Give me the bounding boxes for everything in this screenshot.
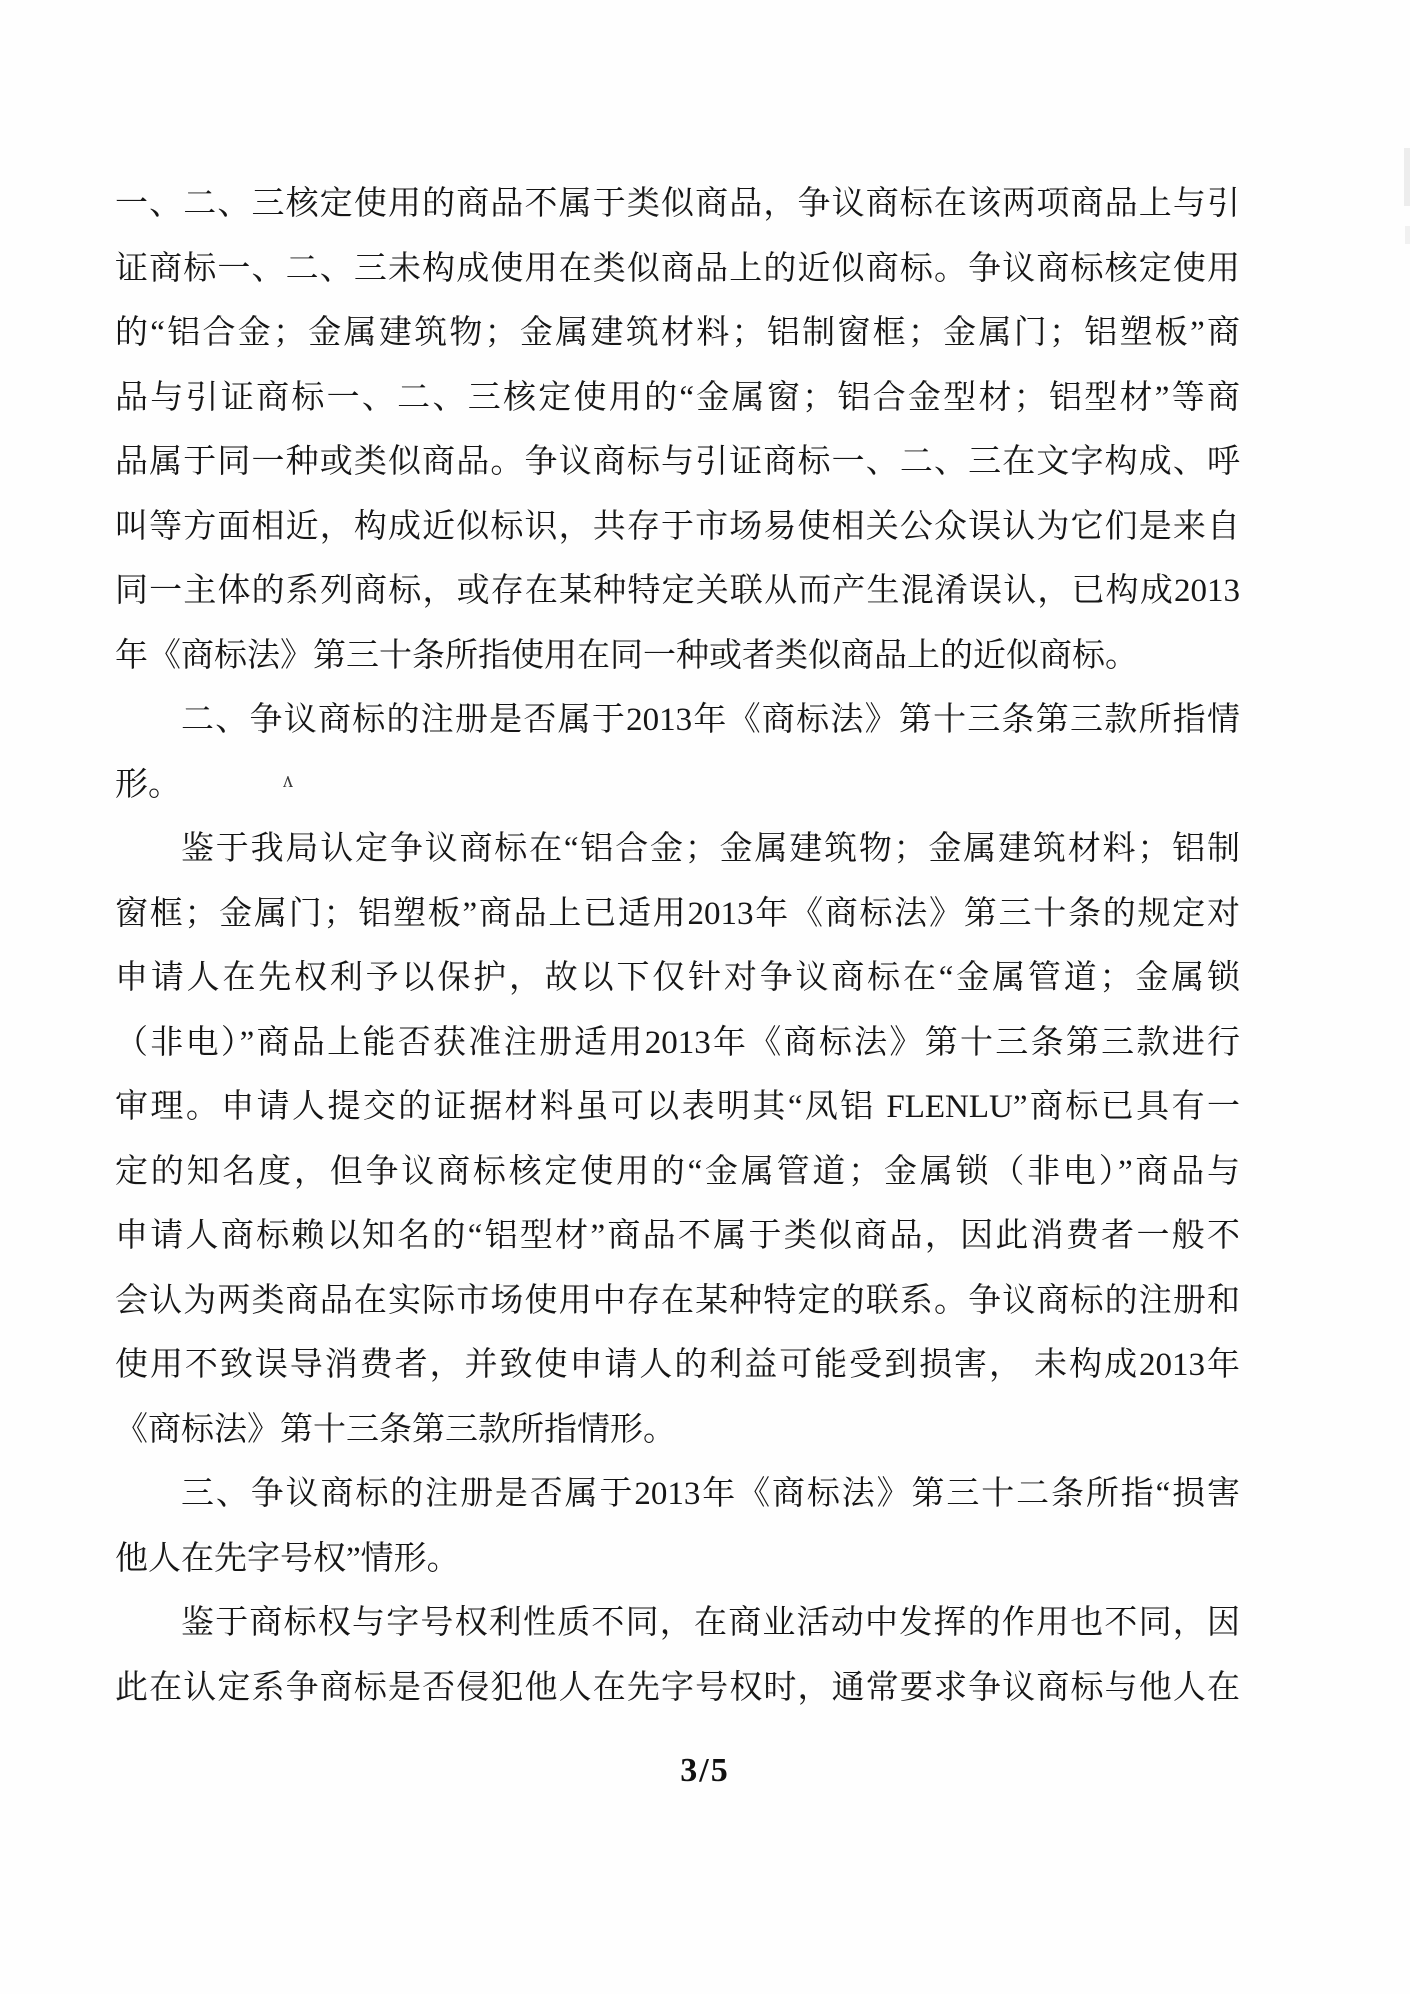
text-line: 窗框；金属门；铝塑板”商品上已适用2013年《商标法》第三十条的规定对 <box>115 895 1240 932</box>
text-line: 品属于同一种或类似商品。争议商标与引证商标一、二、三在文字构成、呼 <box>115 444 1240 480</box>
scan-edge-artifact <box>1404 148 1410 206</box>
text-line: 形。 <box>115 766 181 803</box>
text-line: 叫等方面相近，构成近似标识，共存于市场易使相关公众误认为它们是来自 <box>115 508 1240 545</box>
text-line: 一、二、三核定使用的商品不属于类似商品，争议商标在该两项商品上与引 <box>115 186 1240 222</box>
text-line: 申请人商标赖以知名的“铝型材”商品不属于类似商品，因此消费者一般不 <box>115 1218 1240 1254</box>
text-line: 同一主体的系列商标，或存在某种特定关联从而产生混淆误认，已构成2013 <box>115 573 1240 609</box>
text-line: 定的知名度，但争议商标核定使用的“金属管道；金属锁（非电）”商品与 <box>115 1153 1240 1190</box>
text-line: 的“铝合金；金属建筑物；金属建筑材料；铝制窗框；金属门；铝塑板”商 <box>115 315 1240 351</box>
text-line: 鉴于商标权与字号权利性质不同，在商业活动中发挥的作用也不同，因 <box>181 1605 1240 1641</box>
document-body <box>115 172 1240 1720</box>
text-line: 《商标法》第十三条第三款所指情形。 <box>115 1411 676 1448</box>
page-number: 3/5 <box>680 1752 730 1789</box>
text-line: 审理。申请人提交的证据材料虽可以表明其“凤铝 FLENLU”商标已具有一 <box>115 1089 1240 1125</box>
text-line: 会认为两类商品在实际市场使用中存在某种特定的联系。争议商标的注册和 <box>115 1282 1240 1319</box>
text-line: 此在认定系争商标是否侵犯他人在先字号权时，通常要求争议商标与他人在 <box>115 1669 1240 1706</box>
text-line: 申请人在先权利予以保护，故以下仅针对争议商标在“金属管道；金属锁 <box>115 960 1240 996</box>
text-line: 品与引证商标一、二、三核定使用的“金属窗；铝合金型材；铝型材”等商 <box>115 379 1240 416</box>
text-line-section-heading-3: 三、争议商标的注册是否属于2013年《商标法》第三十二条所指“损害 <box>181 1476 1240 1512</box>
text-line: 他人在先字号权”情形。 <box>115 1540 460 1577</box>
text-line: 鉴于我局认定争议商标在“铝合金；金属建筑物；金属建筑材料；铝制 <box>181 831 1240 867</box>
scan-artifact-mark: ʌ <box>283 766 293 794</box>
scan-edge-artifact <box>1405 226 1410 244</box>
text-line: （非电）”商品上能否获准注册适用2013年《商标法》第十三条第三款进行 <box>115 1024 1240 1061</box>
text-line: 证商标一、二、三未构成使用在类似商品上的近似商标。争议商标核定使用 <box>115 250 1240 287</box>
text-line: 年《商标法》第三十条所指使用在同一种或者类似商品上的近似商标。 <box>115 637 1138 674</box>
text-line: 使用不致误导消费者，并致使申请人的利益可能受到损害， 未构成2013年 <box>115 1347 1240 1383</box>
text-line-section-heading-2: 二、争议商标的注册是否属于2013年《商标法》第十三条第三款所指情 <box>181 702 1240 738</box>
